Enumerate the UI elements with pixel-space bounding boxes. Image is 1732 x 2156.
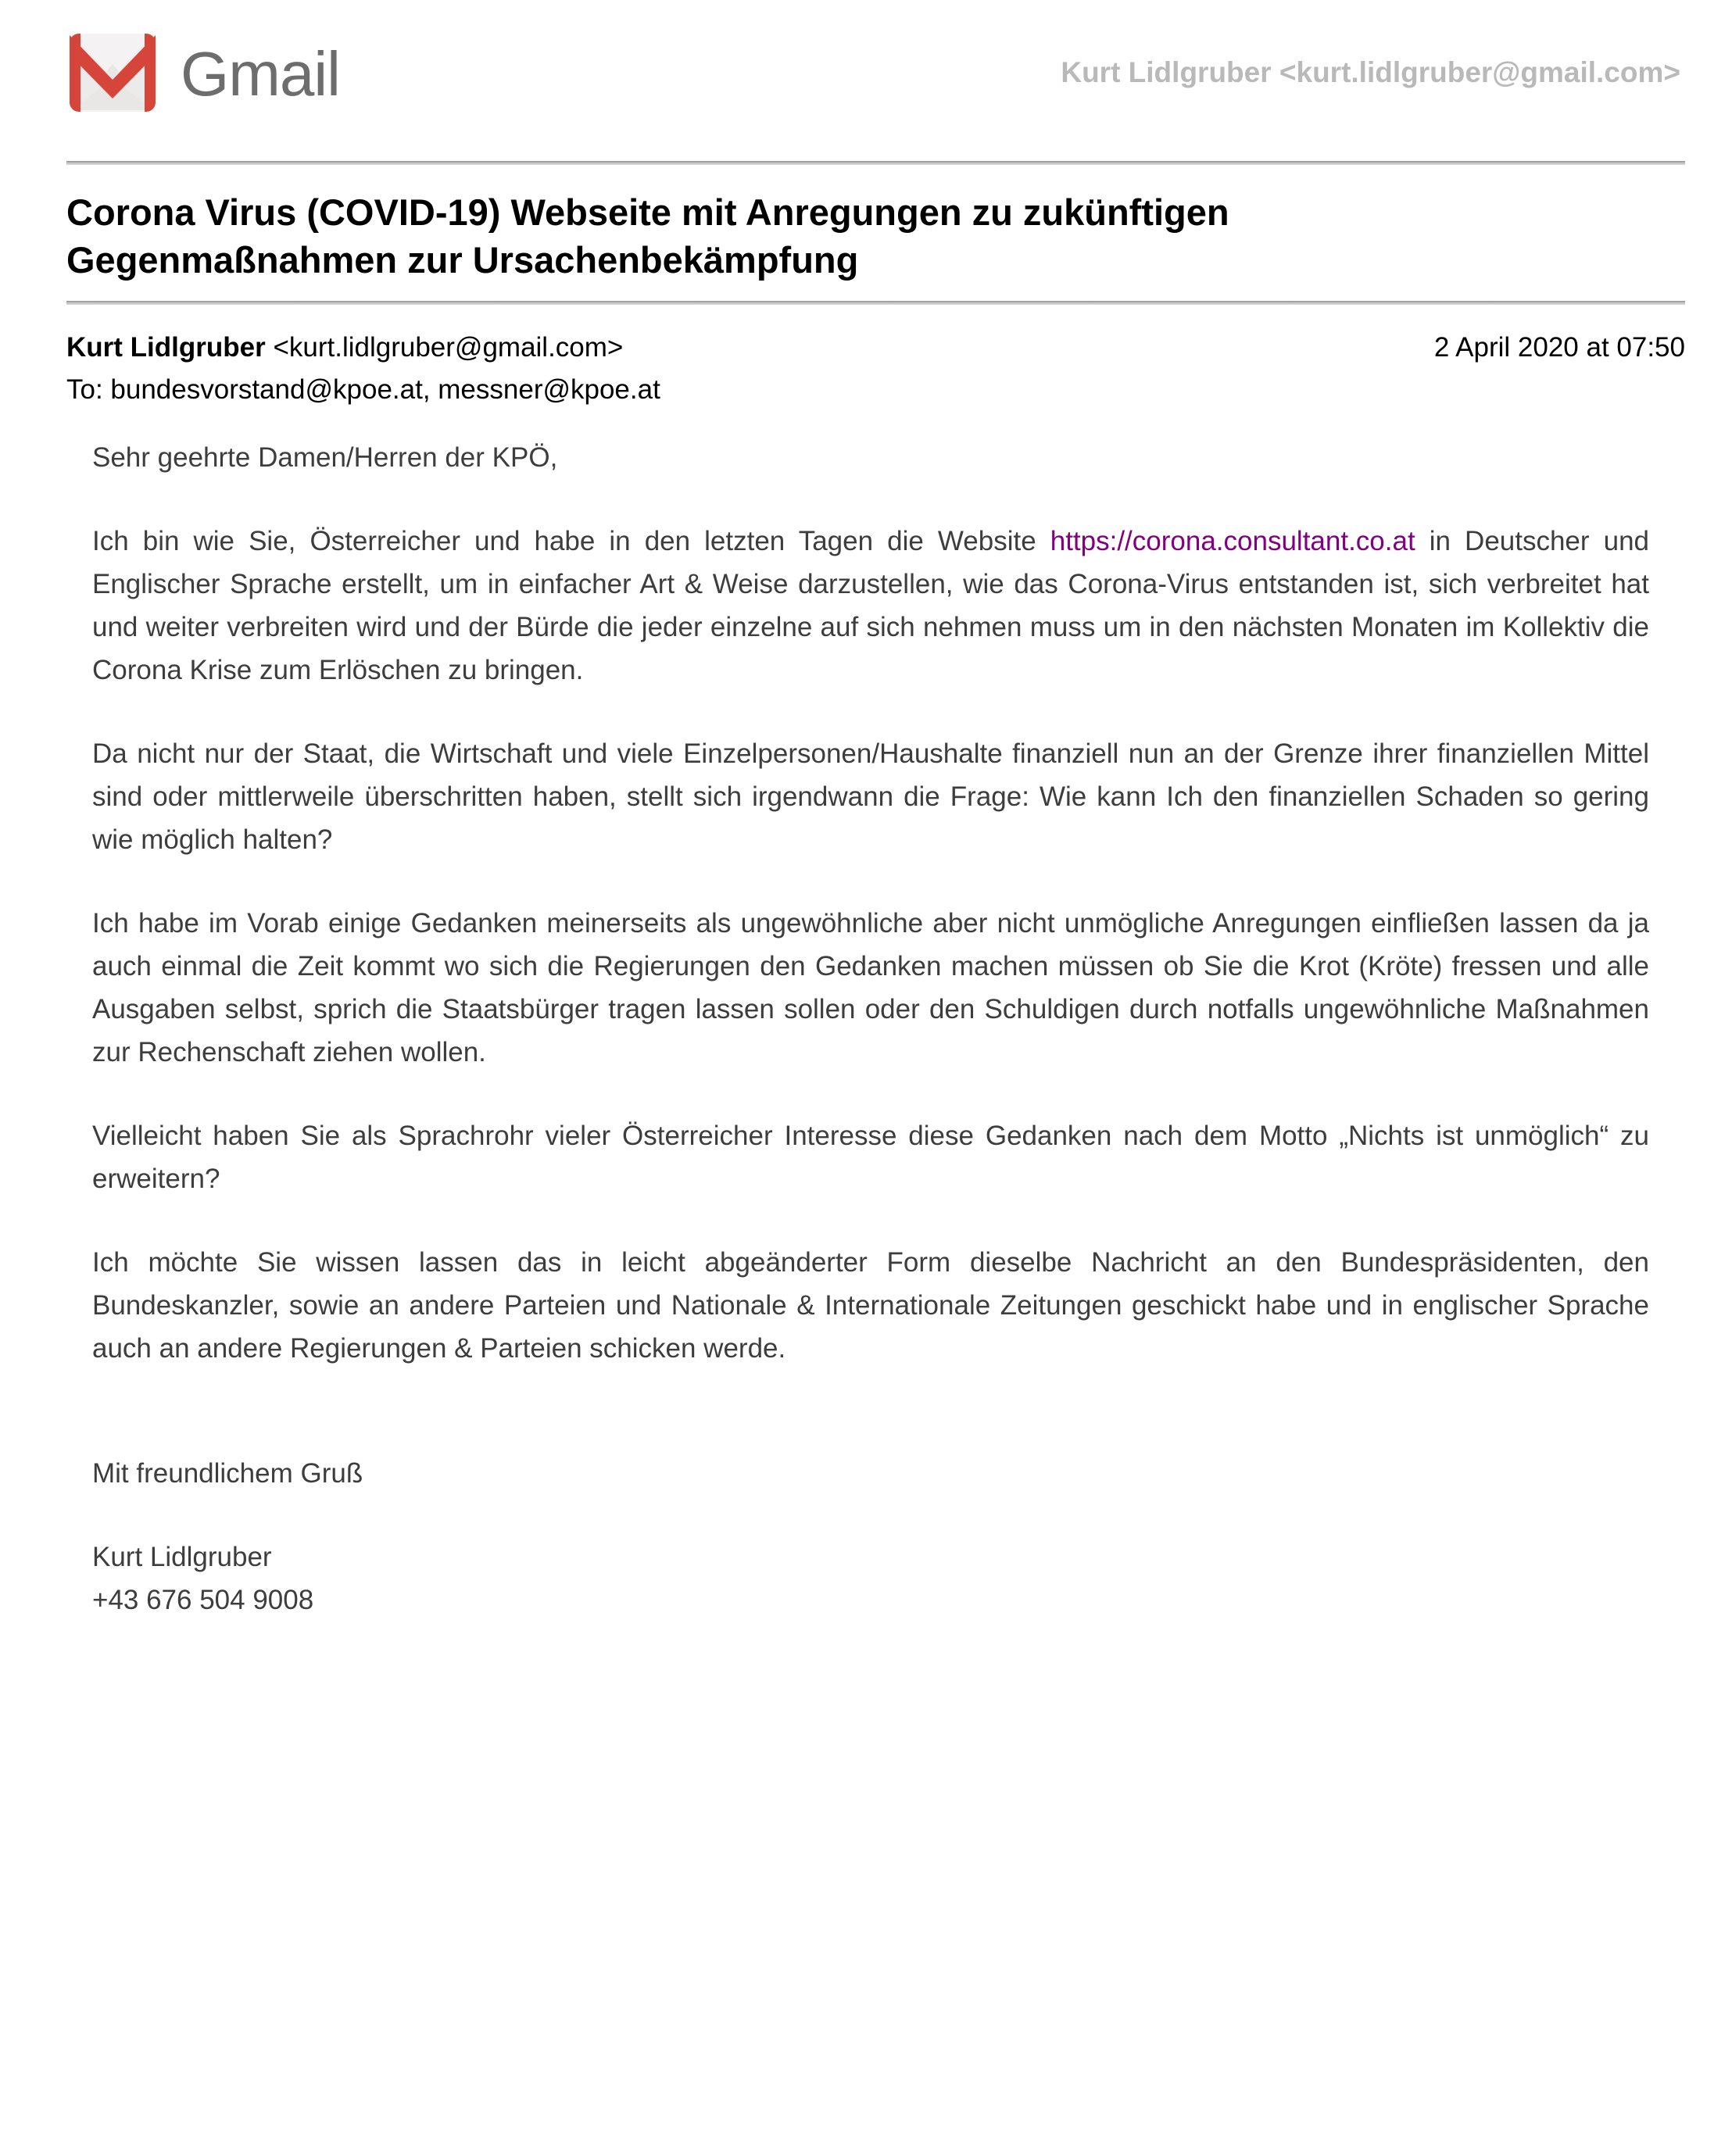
from-name: Kurt Lidlgruber [66, 332, 266, 363]
email-body [92, 436, 1649, 1621]
message-meta [66, 327, 1685, 411]
account-identity: Kurt Lidlgruber <kurt.lidlgruber@gmail.com> [1061, 56, 1680, 88]
website-link[interactable]: https://corona.consultant.co.at [1050, 526, 1415, 556]
divider-under-subject [66, 301, 1685, 305]
divider-top [66, 161, 1685, 165]
closing-line: Mit freundlichem Gruß [92, 1458, 363, 1489]
paragraph-distribution: Ich möchte Sie wissen lassen das in leicht abgeänderter Form dieselbe Nachricht an den Bundespräsidenten, den Bundeskanzler, sowie an andere Parteien und Nationale & Internationale Zeitungen geschickt habe und in englischer Sprache auch an andere Regierungen & Parteien schicken werde. [92, 1247, 1649, 1364]
date-field: 2 April 2020 at 07:50 [1433, 332, 1685, 363]
paragraph-motto: Vielleicht haben Sie als Sprachrohr vieler Österreicher Interesse diese Gedanken nach dem Motto „Nichts ist unmöglich“ zu erweitern? [92, 1121, 1649, 1194]
paragraph-website [92, 520, 1649, 692]
signature-name: Kurt Lidlgruber [92, 1542, 272, 1572]
gmail-envelope-icon [66, 31, 159, 114]
signature-phone: +43 676 504 9008 [92, 1585, 314, 1615]
paragraph-greeting: Sehr geehrte Damen/Herren der KPÖ, [92, 442, 558, 473]
signature-block [92, 1536, 1649, 1621]
from-field [66, 327, 623, 369]
from-email: <kurt.lidlgruber@gmail.com> [265, 332, 624, 363]
gmail-logo [66, 31, 340, 114]
paragraph-website-end: in Deutscher und Englischer Sprache erstellt, um in einfacher Art & Weise darzustellen, wie das Corona-Virus entstanden ist, sich verbreitet hat und weiter verbreiten wird und der Bürde die jeder einzelne auf sich nehmen muss um in den nächsten Monaten im Kollektiv die Corona Krise zum Erlöschen zu bringen. [92, 526, 1650, 685]
subject-title: Corona Virus (COVID-19) Webseite mit Anregungen zu zukünftigen Gegenmaßnahmen zur Ursachenbekämpfung [66, 191, 1229, 281]
paragraph-website-start: Ich bin wie Sie, Österreicher und habe in den letzten Tagen die Website [92, 526, 1050, 556]
paragraph-suggestions: Ich habe im Vorab einige Gedanken meinerseits als ungewöhnliche aber nicht unmögliche Anregungen einfließen lassen da ja auch einmal die Zeit kommt wo sich die Regierungen den Gedanken machen müssen ob Sie die Krot (Kröte) fressen und alle Ausgaben selbst, sprich die Staatsbürger tragen lassen sollen oder den Schuldigen durch notfalls ungewöhnliche Maßnahmen zur Rechenschaft ziehen wollen. [92, 908, 1649, 1067]
from-date-row [66, 327, 1685, 369]
to-field: To: bundesvorstand@kpoe.at, messner@kpoe.at [66, 374, 660, 405]
paragraph-finances: Da nicht nur der Staat, die Wirtschaft und viele Einzelpersonen/Haushalte finanziell nun an der Grenze ihrer finanziellen Mittel sind oder mittlerweile überschritten haben, stellt sich irgendwann die Frage: Wie kann Ich den finanziellen Schaden so gering wie möglich halten? [92, 738, 1649, 855]
print-header [66, 31, 1685, 114]
gmail-wordmark: Gmail [181, 39, 340, 109]
